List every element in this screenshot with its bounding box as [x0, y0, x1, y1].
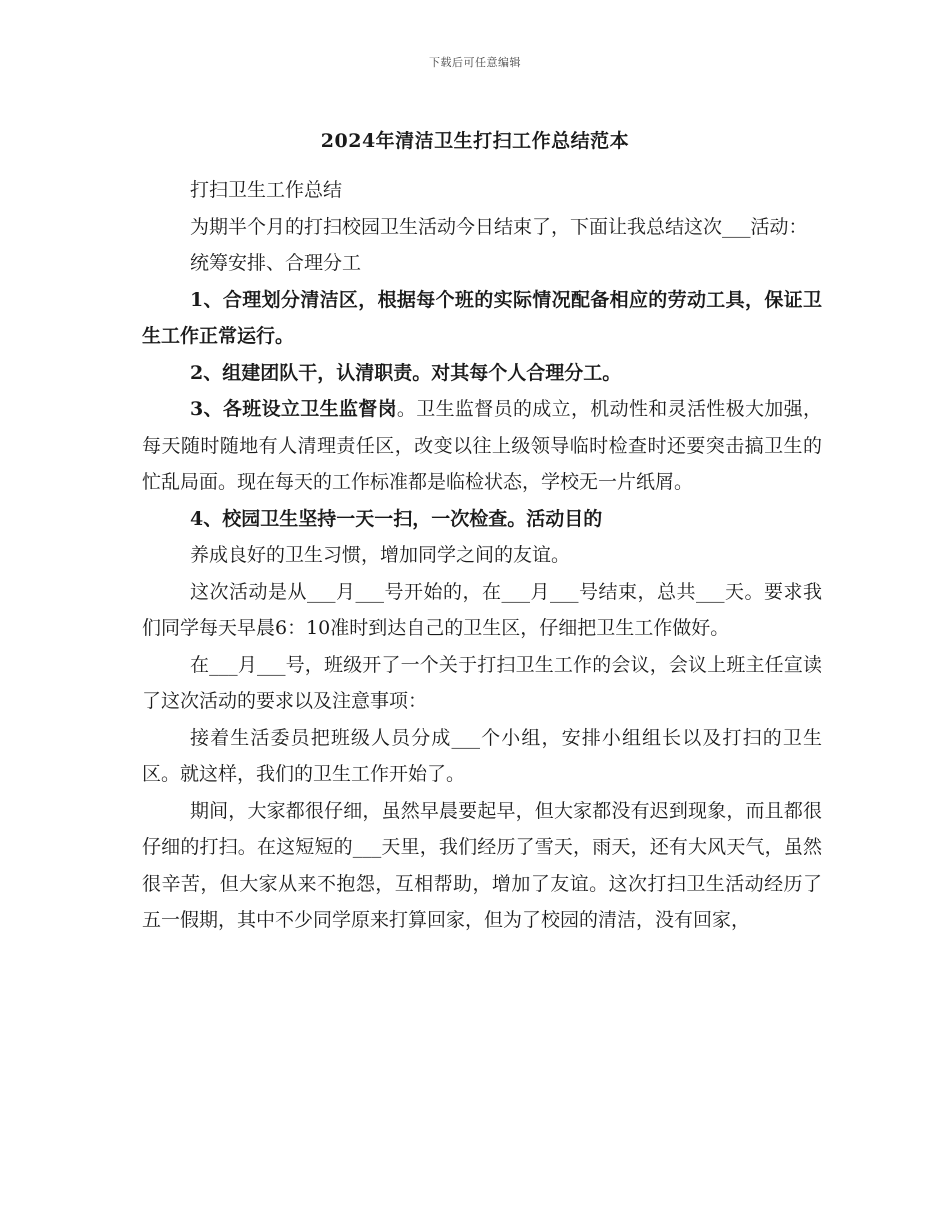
document-body [142, 172, 822, 939]
paragraph-period: 期间，大家都很仔细，虽然早晨要起早，但大家都没有迟到现象，而且都很仔细的打扫。在这短短的___天里，我们经历了雪天，雨天，还有大风天气，虽然很辛苦，但大家从来不抱怨，互相帮助，增加了友谊。这次打扫卫生活动经历了五一假期，其中不少同学原来打算回家，但为了校园的清洁，没有回家， [142, 799, 822, 931]
paragraph-item-4: 4、校园卫生坚持一天一扫，一次检查。活动目的 [190, 507, 603, 530]
paragraph-meeting: 在___月___号，班级开了一个关于打扫卫生工作的会议，会议上班主任宣读了这次活动的要求以及注意事项： [142, 653, 822, 712]
paragraph-section-heading: 统筹安排、合理分工 [190, 252, 362, 274]
paragraph-intro: 为期半个月的打扫校园卫生活动今日结束了，下面让我总结这次___活动： [190, 215, 808, 238]
paragraph-item-3-body: 。卫生监督员的成立，机动性和灵活性极大加强，每天随时随地有人清理责任区，改变以往上级领导临时检查时还要突击搞卫生的忙乱局面。现在每天的工作标准都是临检状态，学校无一片纸屑。 [142, 398, 822, 493]
paragraph-item-3 [142, 391, 822, 501]
paragraph-item-1: 1、合理划分清洁区，根据每个班的实际情况配备相应的劳动工具，保证卫生工作正常运行。 [142, 288, 822, 347]
paragraph-item-2: 2、组建团队干，认清职责。对其每个人合理分工。 [190, 361, 622, 384]
document-title: 2024年清洁卫生打扫工作总结范本 [320, 130, 630, 152]
paragraph-schedule: 这次活动是从___月___号开始的，在___月___号结束，总共___天。要求我们同学每天早晨6：10准时到达自己的卫生区，仔细把卫生工作做好。 [142, 580, 822, 639]
paragraph-groups: 接着生活委员把班级人员分成___个小组，安排小组组长以及打扫的卫生区。就这样，我们的卫生工作开始了。 [142, 726, 822, 785]
paragraph-item-3-lead: 3、各班设立卫生监督岗 [190, 398, 397, 420]
header-note: 下载后可任意编辑 [429, 56, 521, 69]
paragraph-goal: 养成良好的卫生习惯，增加同学之间的友谊。 [190, 544, 571, 566]
paragraph-subtitle: 打扫卫生工作总结 [190, 179, 343, 201]
